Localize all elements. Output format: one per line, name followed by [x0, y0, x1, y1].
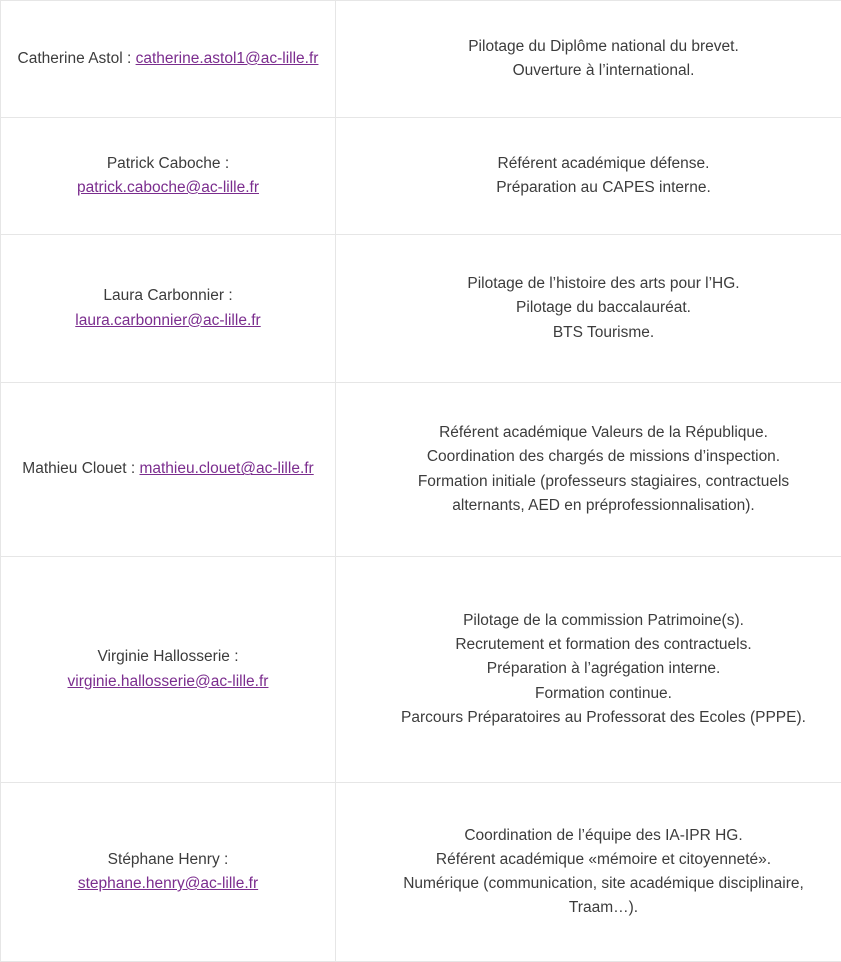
mission-line: Traam…).: [348, 896, 841, 920]
person-cell: [1, 383, 336, 557]
missions-cell: [336, 118, 841, 235]
mission-line: Référent académique Valeurs de la République.: [348, 421, 841, 445]
person-cell: [1, 118, 336, 235]
mission-line: Pilotage du Diplôme national du brevet.: [348, 35, 841, 59]
mission-line: Ouverture à l’international.: [348, 59, 841, 83]
person-name: Mathieu Clouet :: [22, 460, 135, 477]
missions-cell: [336, 557, 841, 783]
mission-line: Préparation au CAPES interne.: [348, 176, 841, 200]
mission-line: BTS Tourisme.: [348, 321, 841, 345]
person-name: Catherine Astol :: [18, 50, 132, 67]
missions-cell: [336, 235, 841, 383]
mission-line: Coordination de l’équipe des IA-IPR HG.: [348, 824, 841, 848]
mission-line: Préparation à l’agrégation interne.: [348, 657, 841, 681]
mission-line: Coordination des chargés de missions d’inspection.: [348, 445, 841, 469]
person-cell: [1, 783, 336, 962]
email-link[interactable]: stephane.henry@ac-lille.fr: [78, 875, 258, 892]
mission-line: Pilotage de la commission Patrimoine(s).: [348, 609, 841, 633]
mission-line: Formation initiale (professeurs stagiaires, contractuels: [348, 470, 841, 494]
missions-cell: [336, 1, 841, 118]
mission-line: Recrutement et formation des contractuels.: [348, 633, 841, 657]
email-link[interactable]: catherine.astol1@ac-lille.fr: [136, 50, 319, 67]
person-cell: [1, 557, 336, 783]
mission-line: alternants, AED en préprofessionnalisation).: [348, 494, 841, 518]
mission-line: Pilotage du baccalauréat.: [348, 296, 841, 320]
table-row: [1, 235, 841, 383]
table-row: [1, 1, 841, 118]
person-name: Patrick Caboche :: [13, 152, 323, 176]
table-row: [1, 557, 841, 783]
person-name: Stéphane Henry :: [13, 848, 323, 872]
mission-line: Numérique (communication, site académique disciplinaire,: [348, 872, 841, 896]
person-name: Laura Carbonnier :: [13, 284, 323, 308]
mission-line: Parcours Préparatoires au Professorat des Ecoles (PPPE).: [348, 706, 841, 730]
person-cell: [1, 235, 336, 383]
mission-line: Formation continue.: [348, 682, 841, 706]
email-link[interactable]: mathieu.clouet@ac-lille.fr: [139, 460, 313, 477]
contacts-table-body: [1, 1, 841, 962]
missions-cell: [336, 783, 841, 962]
table-row: [1, 783, 841, 962]
email-link[interactable]: virginie.hallosserie@ac-lille.fr: [68, 673, 269, 690]
mission-line: Référent académique défense.: [348, 152, 841, 176]
mission-line: Référent académique «mémoire et citoyenneté».: [348, 848, 841, 872]
email-link[interactable]: laura.carbonnier@ac-lille.fr: [75, 312, 260, 329]
missions-cell: [336, 383, 841, 557]
table-row: [1, 383, 841, 557]
email-link[interactable]: patrick.caboche@ac-lille.fr: [77, 179, 259, 196]
table-row: [1, 118, 841, 235]
person-cell: [1, 1, 336, 118]
mission-line: Pilotage de l’histoire des arts pour l’HG.: [348, 272, 841, 296]
person-name: Virginie Hallosserie :: [13, 645, 323, 669]
